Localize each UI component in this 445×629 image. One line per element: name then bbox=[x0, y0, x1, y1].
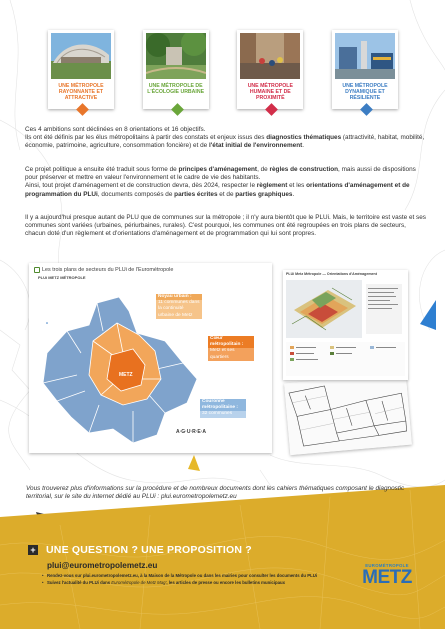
sector-callout-coeur bbox=[208, 336, 254, 361]
sector-name: Cœur métropolitain : bbox=[208, 336, 254, 348]
text-bold: parties écrites bbox=[174, 190, 218, 198]
oap-document-thumbnail bbox=[283, 270, 408, 380]
blue-triangle-decoration bbox=[420, 300, 436, 330]
text-bold: diagnostics thématiques bbox=[266, 134, 342, 142]
text-bold: principes d'aménagement bbox=[178, 166, 258, 173]
paragraph-sectors: Il y a aujourd'hui presque autant de PLU que de communes sur la métropole ; il n'y aura bientôt que le PLUi. Mais, le territoire est vaste et ses communes sont variées (urbaines, périurbaines, rurales). C'est pourquoi, les communes ont été regroupées en trois plans de secteurs, chacun doté d'un règlement et d'orientations d'aménagement et de programmation qui lui sont propres. bbox=[25, 214, 427, 238]
text-span: Ainsi, tout projet d'aménagement et de construction devra, dès 2024, respecter le bbox=[25, 182, 257, 190]
figure-title-text: Les trois plans de secteurs du PLUi de l'Eurométropole bbox=[42, 267, 174, 273]
bullet-text: Rendez-vous sur plui.eurometropolemetz.eu, à la Maison de la Métropole ou dans les mairies pour consulter les documents du PLUi bbox=[47, 573, 318, 578]
text-bold: règlement bbox=[256, 182, 288, 190]
sector-desc: 32 communes bbox=[200, 411, 246, 417]
ambition-photo-humaine bbox=[240, 33, 300, 79]
question-title: UNE QUESTION ? UNE PROPOSITION ? bbox=[46, 544, 252, 556]
ambition-cards bbox=[48, 30, 398, 109]
text-span: et de bbox=[217, 190, 236, 198]
cadastre-map-thumbnail bbox=[284, 373, 412, 455]
text-span: . bbox=[302, 142, 305, 150]
contact-email-link[interactable]: plui@eurometropolemetz.eu bbox=[47, 561, 158, 570]
ambition-card-attractive bbox=[48, 30, 114, 109]
city-label: METZ bbox=[119, 372, 133, 378]
text-span: . bbox=[292, 190, 295, 198]
ambition-card-resilient bbox=[332, 30, 398, 109]
paragraph-translation bbox=[25, 166, 427, 199]
brand-big: METZ bbox=[362, 567, 412, 588]
sector-plans-figure bbox=[29, 263, 272, 453]
ambition-photo-ecologie bbox=[146, 33, 206, 79]
text-bold: règles de construction bbox=[269, 166, 339, 173]
ambition-photo-dynamique bbox=[335, 33, 395, 79]
bullet-item bbox=[42, 580, 332, 586]
agurea-logo: A·G·U·R·E·A bbox=[176, 429, 206, 435]
text-span: , mais aussi de dispositions pour préserver et mettre en valeur l'environnement et le cadre de vie des habitants. bbox=[25, 166, 416, 182]
ambition-label: UNE MÉTROPOLE HUMAINE ET DE PROXIMITÉ bbox=[247, 83, 293, 102]
ambition-card-human bbox=[237, 30, 303, 109]
bullet-item bbox=[42, 573, 332, 579]
ambition-label: UNE MÉTROPOLE DE L'ÉCOLOGIE URBAINE bbox=[147, 83, 205, 96]
bullet-text: , les articles de presse ou encore les bulletins municipaux bbox=[166, 580, 286, 585]
plus-icon: + bbox=[28, 545, 38, 555]
sector-desc: 11 communes dans la continuité urbaine de Metz bbox=[156, 300, 202, 319]
contact-bullets bbox=[42, 573, 332, 587]
ambition-label: UNE MÉTROPOLE RAYONNANTE ET ATTRACTIVE bbox=[58, 83, 104, 102]
text-span: et les bbox=[287, 182, 307, 190]
text-span: Ils ont été définis par les élus métropolitains à partir des constats et enjeux issus des bbox=[25, 134, 267, 142]
ambition-card-ecology bbox=[143, 30, 209, 109]
sector-desc: Metz et ses quartiers bbox=[208, 348, 254, 360]
sector-callout-couronne bbox=[200, 399, 246, 418]
sector-name: Couronne métropolitaine : bbox=[200, 399, 246, 411]
ambition-photo-rayonnante bbox=[51, 33, 111, 79]
question-header bbox=[28, 544, 252, 556]
text-bold: orientations d'aménagement et de programmation du PLUi bbox=[25, 182, 410, 198]
text-bold: parties graphiques bbox=[235, 190, 293, 198]
text-span: (attractivité, habitat, mobilité, économie, patrimoine, agriculture, consommation foncière) et de bbox=[25, 134, 425, 150]
figure-subtitle: PLUi METZ MÉTROPOLE bbox=[38, 275, 86, 280]
text-bold: l'état initial de l'environnement bbox=[209, 142, 303, 150]
text-span: Ces 4 ambitions sont déclinées en 8 orientations et 16 objectifs. bbox=[25, 126, 206, 133]
bullet-emph: Eurométropole de Metz Mag' bbox=[111, 580, 167, 585]
yellow-triangle-decoration bbox=[188, 455, 200, 471]
bullet-text: Suivez l'actualité du PLUi dans bbox=[47, 580, 112, 585]
info-paragraph: Vous trouverez plus d'informations sur la procédure et de nombreux documents dont les cahiers thématiques composant le diagnostic territorial, sur le site du internet dédié au PLUi : plui.eurometropolemetz.eu bbox=[26, 485, 405, 501]
ambition-label: UNE MÉTROPOLE DYNAMIQUE ET RÉSILIENTE bbox=[342, 83, 388, 102]
paragraph-ambitions bbox=[25, 126, 427, 151]
brand-small: EUROMÉTROPOLE bbox=[365, 563, 409, 568]
footer-background bbox=[0, 485, 445, 629]
document-title: PLUi Metz Métropole — Orientations d'Aménagement bbox=[286, 272, 377, 276]
zoom-icon[interactable] bbox=[34, 267, 40, 273]
text-span: , documents composés de bbox=[97, 190, 175, 198]
sector-callout-noyau bbox=[156, 294, 202, 319]
text-span: , de bbox=[257, 166, 270, 173]
text-span: Ce projet politique a ensuite été traduit sous forme de bbox=[25, 166, 179, 173]
figure-title bbox=[34, 267, 173, 273]
eurometropole-metz-logo bbox=[356, 563, 418, 587]
sector-name: Noyau urbain : bbox=[156, 294, 202, 300]
